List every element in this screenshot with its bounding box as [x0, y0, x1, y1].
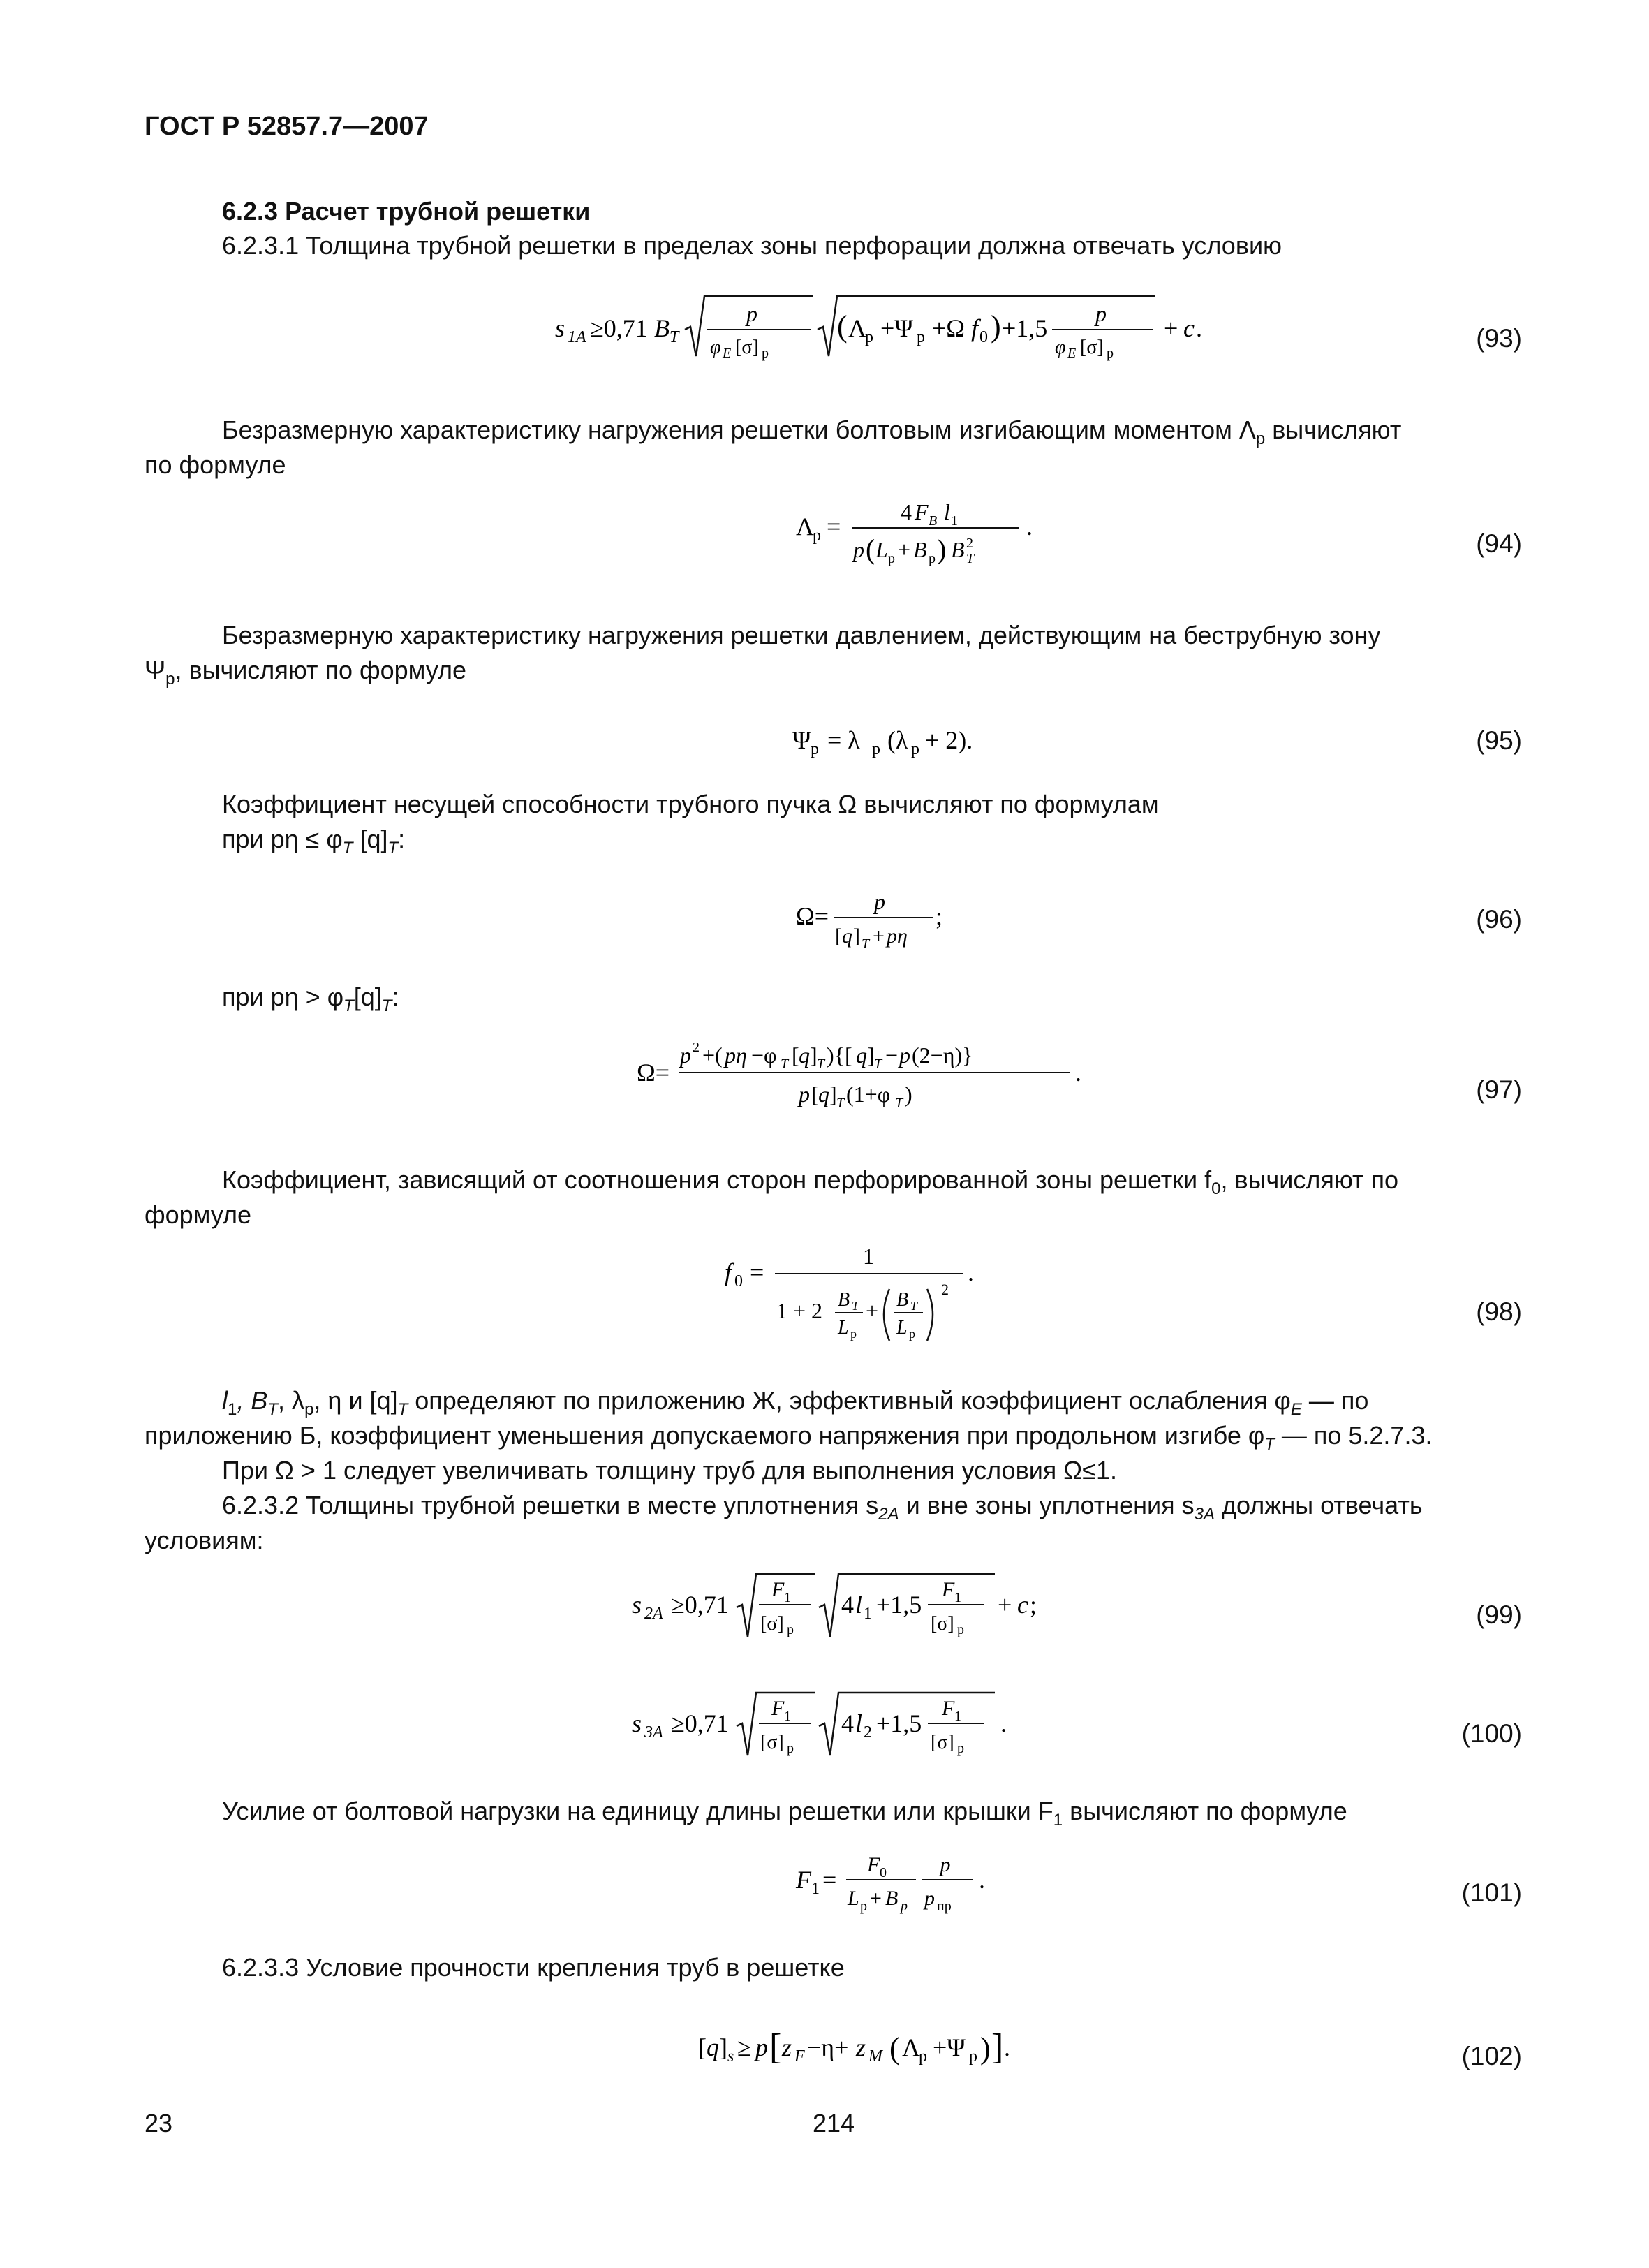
svg-text:p: p	[919, 2047, 927, 2066]
text-def2: приложению Б, коэффициент уменьшения допускаемого напряжения при продольном изгибе φ	[145, 1421, 1265, 1450]
svg-text:≥: ≥	[737, 2033, 751, 2061]
formula-101	[796, 1843, 1026, 1934]
formula-97	[637, 1032, 1097, 1129]
svg-text:): )	[991, 309, 1001, 344]
svg-text:+Ψ: +Ψ	[933, 2033, 966, 2061]
svg-text:p: p	[899, 1043, 910, 1068]
paragraph-f0: Коэффициент, зависящий от соотношения сторон перфорированной зоны решетки $f_0$, вычисляют по	[222, 1165, 1399, 1199]
paragraph-6232: 6.2.3.2 Толщины трубной решетки в месте уплотнения $s_{2A}$ и вне зоны уплотнения $s_{3A}$ должны отвечать	[222, 1491, 1423, 1524]
svg-text:s: s	[555, 314, 565, 342]
svg-text:p: p	[680, 1043, 691, 1068]
svg-text:T: T	[910, 1299, 918, 1313]
svg-text:Λ: Λ	[796, 513, 815, 540]
svg-text:1: 1	[864, 1605, 872, 1623]
svg-text:.: .	[1075, 1059, 1081, 1087]
paragraph-definitions-cont: приложению Б, коэффициент уменьшения допускаемого напряжения при продольном изгибе $\varphi_T$ — по 5.2.7.3.	[145, 1421, 1433, 1455]
svg-text:(2−η)}: (2−η)}	[912, 1043, 973, 1068]
svg-text:+1,5: +1,5	[1002, 314, 1048, 342]
condition-2: при $p\eta > \varphi_T[q]_T$:	[222, 982, 399, 1016]
symbol-l1: l	[222, 1386, 228, 1415]
text-def: определяют по приложению Ж, эффективный коэффициент ослабления φ	[408, 1386, 1291, 1415]
svg-text:T: T	[852, 1299, 859, 1313]
svg-text:[σ]: [σ]	[931, 1732, 954, 1753]
svg-text:E: E	[1067, 346, 1077, 361]
svg-text:B: B	[913, 537, 927, 562]
svg-text:1: 1	[951, 513, 958, 529]
svg-text:p: p	[755, 2033, 768, 2061]
svg-text:T: T	[895, 1096, 903, 1111]
equation-number-101: (101)	[1461, 1878, 1522, 1907]
svg-text:1A: 1A	[568, 328, 586, 346]
svg-text:p: p	[888, 551, 895, 566]
svg-text:4: 4	[841, 1709, 854, 1737]
equation-number-99: (99)	[1476, 1600, 1522, 1629]
svg-text:p: p	[957, 1622, 964, 1637]
svg-text:p: p	[901, 1899, 908, 1914]
svg-text:T: T	[670, 328, 679, 346]
svg-text:T: T	[966, 551, 975, 566]
equation-number-95: (95)	[1476, 726, 1522, 755]
svg-text:p: p	[929, 551, 936, 566]
equation-number-94: (94)	[1476, 529, 1522, 558]
svg-text:c: c	[1017, 1591, 1028, 1619]
svg-text:=: =	[827, 513, 841, 540]
text-lambda-desc: Безразмерную характеристику нагружения решетки болтовым изгибающим моментом Λ	[222, 415, 1256, 444]
svg-text:B: B	[951, 537, 965, 562]
svg-text:;: ;	[936, 902, 943, 930]
svg-text:(1+φ: (1+φ	[846, 1082, 891, 1107]
svg-text:p: p	[860, 1899, 867, 1914]
svg-text:[σ]: [σ]	[1080, 337, 1104, 358]
text-def-po: — по	[1301, 1386, 1369, 1415]
svg-text:4: 4	[901, 499, 912, 524]
svg-text:(λ: (λ	[887, 726, 908, 754]
svg-text:s: s	[727, 2047, 734, 2066]
svg-text:p: p	[957, 1741, 964, 1756]
svg-text:p: p	[1095, 301, 1107, 326]
svg-text:+ 2).: + 2).	[925, 726, 973, 754]
svg-text:B: B	[838, 1289, 850, 1311]
equation-number-100: (100)	[1461, 1719, 1522, 1748]
paragraph-definitions: $l_1$, $B_T$, $\lambda_p$, η и $[q]_T$ определяют по приложению Ж, эффективный коэффициент ослабления $\varphi_E$ — по	[222, 1386, 1369, 1420]
svg-text:]: ]	[829, 1082, 837, 1107]
svg-text:c: c	[1183, 314, 1195, 342]
svg-text:p: p	[799, 1082, 810, 1107]
text-6232: 6.2.3.2 Толщины трубной решетки в месте уплотнения s	[222, 1491, 879, 1519]
svg-text:B: B	[896, 1289, 909, 1311]
svg-text:φ: φ	[710, 337, 721, 358]
svg-text:1: 1	[954, 1590, 961, 1605]
symbol-bt: , B	[237, 1386, 268, 1415]
svg-text:+: +	[898, 537, 911, 562]
svg-text:+(: +(	[702, 1043, 723, 1068]
svg-text:p: p	[909, 1327, 915, 1341]
svg-text:≥0,71: ≥0,71	[671, 1709, 729, 1737]
equation-number-93: (93)	[1476, 324, 1522, 353]
svg-text:p: p	[865, 328, 873, 346]
svg-text:p: p	[940, 1853, 951, 1876]
text-6232-c: должны отвечать	[1215, 1491, 1423, 1519]
svg-text:[σ]: [σ]	[760, 1732, 784, 1753]
svg-text:.: .	[1026, 513, 1033, 540]
svg-text:Ω=: Ω=	[637, 1059, 670, 1087]
svg-text:= λ: = λ	[827, 726, 860, 754]
svg-text:T: T	[781, 1056, 789, 1072]
symbol-psi: Ψ	[145, 656, 166, 684]
svg-text:s: s	[632, 1591, 642, 1619]
svg-text:pη: pη	[887, 925, 908, 948]
svg-text:+1,5: +1,5	[876, 1709, 922, 1737]
svg-text:){[: ){[	[827, 1043, 852, 1068]
svg-text:=: =	[750, 1258, 764, 1286]
svg-text:f: f	[971, 314, 979, 342]
svg-text:.: .	[1004, 2033, 1010, 2061]
paragraph-f0-cont: формуле	[145, 1200, 252, 1229]
svg-text:): )	[937, 533, 947, 565]
svg-text:B: B	[929, 513, 938, 529]
formula-98	[719, 1236, 1012, 1361]
svg-text:3A: 3A	[644, 1723, 663, 1742]
text-f1-verb: вычисляют по формуле	[1063, 1797, 1347, 1825]
svg-text:0: 0	[734, 1272, 743, 1290]
paragraph-lambda: Безразмерную характеристику нагружения решетки болтовым изгибающим моментом $\Lambda_p$ вычисляют	[222, 415, 1402, 449]
svg-text:0: 0	[979, 328, 988, 346]
svg-text:T: T	[874, 1056, 882, 1072]
svg-text:p: p	[850, 1327, 857, 1341]
svg-text:]: ]	[810, 1043, 818, 1068]
svg-text:pη: pη	[725, 1043, 747, 1068]
text-f0-desc: Коэффициент, зависящий от соотношения сторон перфорированной зоны решетки f	[222, 1165, 1212, 1194]
svg-text:]: ]	[867, 1043, 875, 1068]
svg-text:+: +	[998, 1591, 1012, 1619]
svg-text:p: p	[746, 301, 757, 326]
svg-text:Ω=: Ω=	[796, 902, 829, 930]
svg-text:p: p	[813, 526, 821, 545]
svg-text:p: p	[787, 1622, 794, 1637]
svg-text:=: =	[822, 1866, 837, 1894]
svg-text:≥0,71: ≥0,71	[671, 1591, 729, 1619]
svg-text:p: p	[911, 740, 919, 758]
page-number-center: 214	[813, 2109, 855, 2137]
svg-text:M: M	[868, 2047, 882, 2066]
svg-text:2: 2	[693, 1040, 700, 1055]
svg-text:p: p	[969, 2047, 977, 2066]
svg-text:T: T	[817, 1056, 825, 1072]
svg-text:): )	[905, 1082, 912, 1107]
svg-text:T: T	[836, 1096, 845, 1111]
svg-text:(: (	[866, 533, 875, 565]
text-cond1: при pη ≤ φ	[222, 825, 343, 853]
svg-text:L: L	[848, 1887, 859, 1910]
svg-text:+: +	[866, 1298, 879, 1323]
symbol-eta-q: , η и [q]	[313, 1386, 398, 1415]
svg-text:F: F	[796, 1866, 811, 1894]
svg-text:z: z	[856, 2033, 866, 2061]
text-lambda-verb: вычисляют	[1265, 415, 1402, 444]
text-f0-verb: , вычисляют по	[1220, 1165, 1399, 1194]
svg-text:p: p	[1107, 346, 1114, 361]
svg-text:L: L	[896, 1317, 908, 1339]
svg-text:+Ω: +Ω	[932, 314, 966, 342]
svg-text:1: 1	[784, 1590, 791, 1605]
formula-95	[792, 719, 1030, 767]
svg-text:пр: пр	[937, 1899, 952, 1914]
paragraph-omega: Коэффициент несущей способности трубного пучка Ω вычисляют по формулам	[222, 790, 1159, 818]
page-number-left: 23	[145, 2109, 173, 2137]
svg-text:≥0,71: ≥0,71	[590, 314, 648, 342]
svg-text:F: F	[771, 1697, 785, 1720]
svg-text:p: p	[762, 346, 769, 361]
svg-text:−: −	[885, 1043, 899, 1068]
svg-text:φ: φ	[1055, 337, 1066, 358]
svg-text:[: [	[835, 925, 842, 948]
svg-text:B: B	[654, 314, 670, 342]
svg-text:l: l	[855, 1591, 863, 1619]
paragraph-psi: Безразмерную характеристику нагружения решетки давлением, действующим на беструбную зону	[222, 621, 1381, 649]
svg-text:p: p	[874, 889, 885, 914]
svg-text:2: 2	[966, 536, 973, 551]
svg-text:4: 4	[841, 1591, 854, 1619]
paragraph-6231: 6.2.3.1 Толщина трубной решетки в пределах зоны перфорации должна отвечать условию	[222, 231, 1282, 260]
svg-text:f: f	[725, 1258, 732, 1286]
svg-text:[: [	[698, 2033, 707, 2061]
paragraph-lambda-cont: по формуле	[145, 450, 286, 479]
svg-text:[σ]: [σ]	[735, 337, 759, 358]
svg-text:[: [	[769, 2027, 782, 2067]
paragraph-6233: 6.2.3.3 Условие прочности крепления труб в решетке	[222, 1953, 845, 1982]
svg-text:p: p	[917, 328, 925, 346]
text-psi-verb: , вычисляют по формуле	[175, 656, 467, 684]
svg-text:+: +	[870, 1887, 882, 1910]
document-code: ГОСТ Р 52857.7—2007	[145, 112, 429, 141]
svg-text:[σ]: [σ]	[760, 1613, 784, 1635]
text-cond1-q: [q]	[353, 825, 388, 853]
svg-text:p: p	[872, 740, 880, 758]
svg-text:): )	[980, 2031, 991, 2066]
svg-text:F: F	[867, 1853, 880, 1876]
svg-text:q: q	[842, 925, 852, 948]
svg-text:F: F	[794, 2047, 805, 2066]
svg-text:2: 2	[941, 1281, 949, 1298]
svg-text:1: 1	[811, 1880, 820, 1898]
formula-96	[796, 881, 963, 964]
svg-text:p: p	[811, 740, 819, 758]
paragraph-f1: Усилие от болтовой нагрузки на единицу длины решетки или крышки $F_1$ вычисляют по формуле	[222, 1797, 1347, 1830]
svg-text:F: F	[942, 1578, 955, 1601]
svg-text:1: 1	[863, 1244, 874, 1269]
paragraph-omega-condition: При Ω > 1 следует увеличивать толщину труб для выполнения условия Ω≤1.	[222, 1456, 1117, 1485]
svg-text:]: ]	[719, 2033, 727, 2061]
svg-text:+1,5: +1,5	[876, 1591, 922, 1619]
svg-text:F: F	[771, 1578, 785, 1601]
svg-text:−η+: −η+	[807, 2033, 849, 2061]
formula-93	[555, 286, 1225, 369]
svg-text:(: (	[837, 309, 848, 344]
svg-text:q: q	[818, 1082, 829, 1107]
svg-text:−φ: −φ	[751, 1043, 777, 1068]
text-cond2: при pη > φ	[222, 982, 344, 1011]
formula-100	[632, 1683, 1065, 1773]
svg-text:s: s	[632, 1709, 642, 1737]
paragraph-6232-cont: условиям:	[145, 1526, 264, 1554]
svg-text:F: F	[942, 1697, 955, 1720]
svg-text:]: ]	[991, 2027, 1004, 2067]
svg-text:Λ: Λ	[902, 2033, 921, 2061]
svg-text:Λ: Λ	[848, 314, 867, 342]
paragraph-psi-cont: $\Psi_p$, вычисляют по формуле	[145, 656, 467, 689]
svg-text:[: [	[792, 1043, 799, 1068]
equation-number-98: (98)	[1476, 1297, 1522, 1326]
svg-text:.: .	[1000, 1709, 1007, 1737]
svg-text:2A: 2A	[644, 1605, 663, 1623]
formula-94	[796, 489, 1047, 586]
svg-text:(: (	[889, 2031, 900, 2066]
svg-text:[: [	[811, 1082, 819, 1107]
svg-text:1: 1	[784, 1709, 791, 1724]
svg-text:1: 1	[954, 1709, 961, 1724]
text-f1: Усилие от болтовой нагрузки на единицу длины решетки или крышки F	[222, 1797, 1053, 1825]
svg-text:p: p	[853, 537, 864, 562]
svg-text:F: F	[915, 499, 929, 524]
svg-text:z: z	[782, 2033, 792, 2061]
svg-text:Ψ: Ψ	[792, 726, 811, 754]
symbol-lambda: , λ	[278, 1386, 305, 1415]
svg-text:q: q	[707, 2033, 719, 2061]
formula-99	[632, 1564, 1065, 1654]
svg-text:+Ψ: +Ψ	[880, 314, 913, 342]
svg-text:[σ]: [σ]	[931, 1613, 954, 1635]
svg-text:T: T	[862, 936, 870, 952]
svg-text:+: +	[1164, 314, 1178, 342]
svg-text:q: q	[799, 1043, 810, 1068]
svg-text:p: p	[787, 1741, 794, 1756]
svg-text:l: l	[855, 1709, 863, 1737]
equation-number-97: (97)	[1476, 1075, 1522, 1104]
section-title: 6.2.3 Расчет трубной решетки	[222, 197, 591, 226]
svg-text:q: q	[856, 1043, 867, 1068]
svg-text:.: .	[1196, 314, 1202, 342]
svg-text:+: +	[873, 925, 885, 948]
svg-text:2: 2	[864, 1723, 872, 1742]
equation-number-96: (96)	[1476, 905, 1522, 934]
svg-text:l: l	[944, 499, 950, 524]
svg-text:0: 0	[880, 1865, 887, 1880]
svg-text:E: E	[723, 346, 732, 361]
svg-text:L: L	[838, 1317, 849, 1339]
svg-text:]: ]	[853, 925, 860, 948]
svg-text:p: p	[924, 1887, 935, 1910]
svg-text:L: L	[875, 537, 888, 562]
formula-102	[698, 2018, 1117, 2087]
text-def2-ref: — по 5.2.7.3.	[1274, 1421, 1433, 1450]
svg-text:.: .	[979, 1866, 985, 1894]
condition-1: при $p\eta \le \varphi_T$ $[q]_T$:	[222, 825, 406, 858]
equation-number-102: (102)	[1461, 2042, 1522, 2070]
svg-text:B: B	[885, 1887, 899, 1910]
svg-text:1 + 2: 1 + 2	[776, 1298, 823, 1323]
text-6232-b: и вне зоны уплотнения s	[899, 1491, 1195, 1519]
svg-text:.: .	[968, 1258, 974, 1286]
svg-text:;: ;	[1030, 1591, 1037, 1619]
